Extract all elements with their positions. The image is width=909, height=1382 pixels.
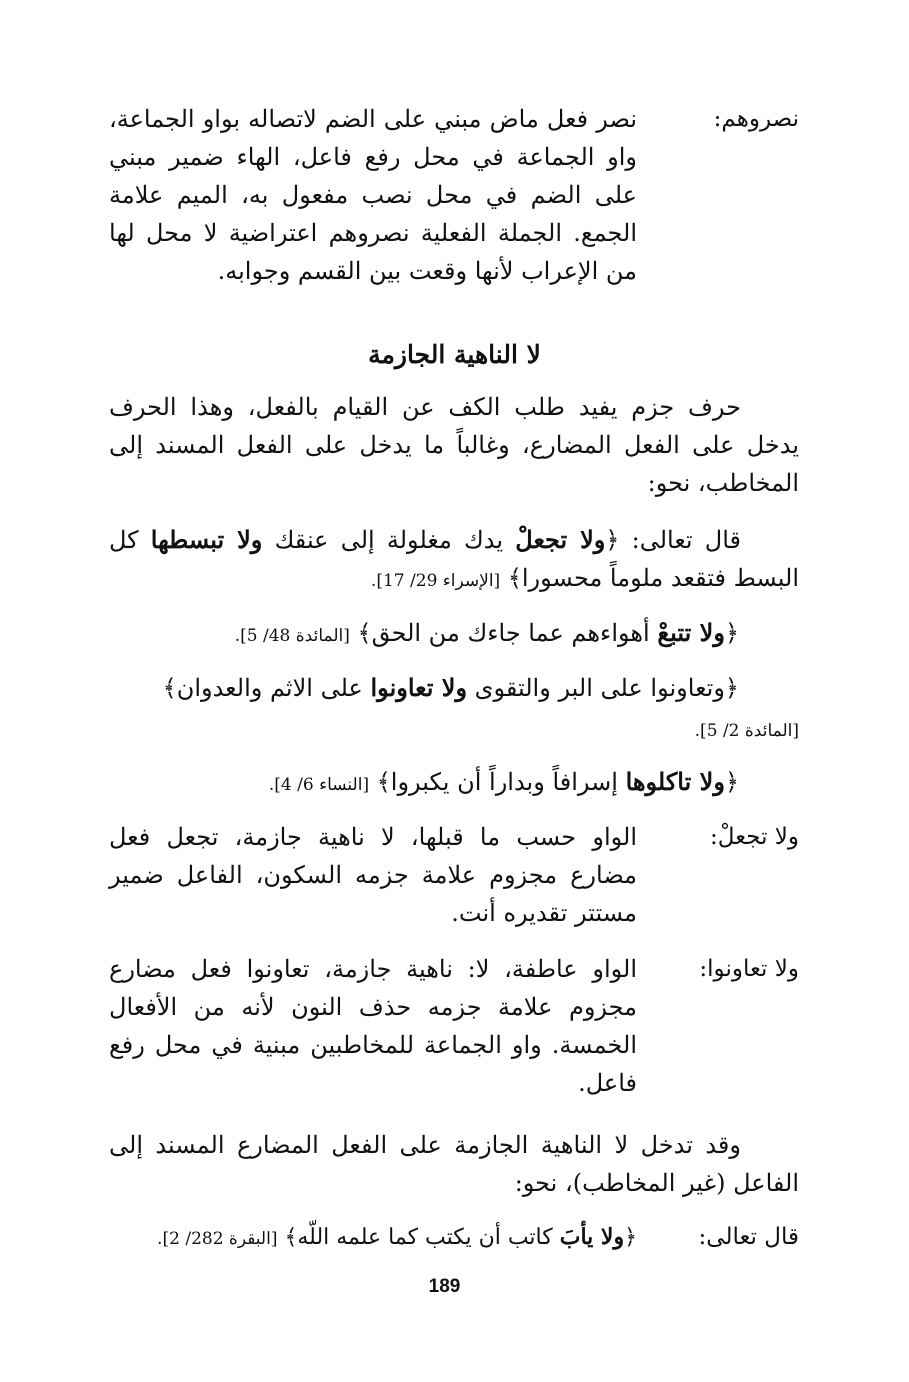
- term-wala-tajal: ولا تجعلْ:: [709, 824, 799, 850]
- quote-maidah-48: [235, 614, 739, 655]
- quote-text: ﴿: [724, 768, 739, 796]
- quote-label: قال تعالى:: [698, 1224, 799, 1250]
- page-number: 189: [428, 1276, 461, 1297]
- quote-nisa: [269, 763, 739, 804]
- quote-bold: ولا يأبَ: [559, 1224, 625, 1250]
- quote-bold: ولا تجعلْ: [515, 525, 606, 554]
- quote-reference: [المائدة 48/ 5].: [234, 626, 350, 646]
- term-nasaruhum: نصروهم:: [713, 106, 799, 132]
- quote-reference: [الإسراء 29/ 17].: [370, 571, 501, 591]
- quote-text: قال تعالى: ﴿: [605, 526, 742, 554]
- parse-wala-tajal: الواو حسب ما قبلها، لا ناهية جازمة، تجعل فعل مضارع مجزوم علامة جزمه السكون، الفاعل ضمير مستتر تقديره أنت.: [109, 823, 637, 927]
- quote-text: أهواءهم عما جاءك من الحق﴾: [349, 619, 658, 647]
- quote-text: كاتب أن يكتب كما علمه اللّه﴾: [277, 1225, 560, 1250]
- quote-bold: ولا تتبعْ: [657, 618, 725, 647]
- quote-bold: ولا تاكلوها: [625, 767, 725, 796]
- quote-isra: [109, 521, 799, 600]
- quote-text: ﴿: [624, 1225, 637, 1250]
- quote-text: كل البسط فتقعد ملوماً محسورا﴾: [109, 526, 799, 592]
- quote-text: يدك مغلولة إلى عنقك: [262, 526, 516, 554]
- quote-reference: [البقرة 282/ 2].: [157, 1229, 278, 1249]
- quote-text: ﴿وتعاونوا على البر والتقوى: [467, 674, 739, 702]
- term-wala-taawanu: ولا تعاونوا:: [699, 956, 799, 982]
- outro-paragraph: وقد تدخل لا الناهية الجازمة على الفعل المضارع المسند إلى الفاعل (غير المخاطب)، نحو:: [109, 1131, 799, 1197]
- parse-nasaruhum: نصر فعل ماض مبني على الضم لاتصاله بواو الجماعة، واو الجماعة في محل رفع فاعل، الهاء ضمير مبني على الضم في محل نصب مفعول به، الميم علامة الجمع. الجملة الفعلية نصروهم اعتراضية لا محل لها من الإعراب لأنها وقعت بين القسم وجوابه.: [109, 105, 637, 285]
- parse-wala-taawanu: الواو عاطفة، لا: ناهية جازمة، تعاونوا فعل مضارع مجزوم علامة جزمه حذف النون لأنه من الأفعال الخمسة. واو الجماعة للمخاطبين مبنية في محل رفع فاعل.: [109, 955, 637, 1097]
- quote-reference: [المائدة 2/ 5].: [694, 721, 799, 741]
- quote-text: ﴿: [724, 619, 739, 647]
- quote-maidah-2: [163, 669, 739, 707]
- quote-text: إسرافاً وبداراً أن يكبروا﴾: [369, 768, 626, 796]
- intro-paragraph: حرف جزم يفيد طلب الكف عن القيام بالفعل، وهذا الحرف يدخل على الفعل المضارع، وغالباً ما يدخل على الفعل المسند إلى المخاطب، نحو:: [109, 393, 799, 497]
- quote-baqarah: [157, 1218, 637, 1258]
- quote-text: على الاثم والعدوان﴾: [162, 674, 371, 702]
- quote-bold: ولا تبسطها: [150, 525, 263, 554]
- quote-reference: [النساء 6/ 4].: [268, 775, 370, 795]
- section-title: لا الناهية الجازمة: [368, 340, 541, 369]
- quote-bold: ولا تعاونوا: [370, 673, 468, 702]
